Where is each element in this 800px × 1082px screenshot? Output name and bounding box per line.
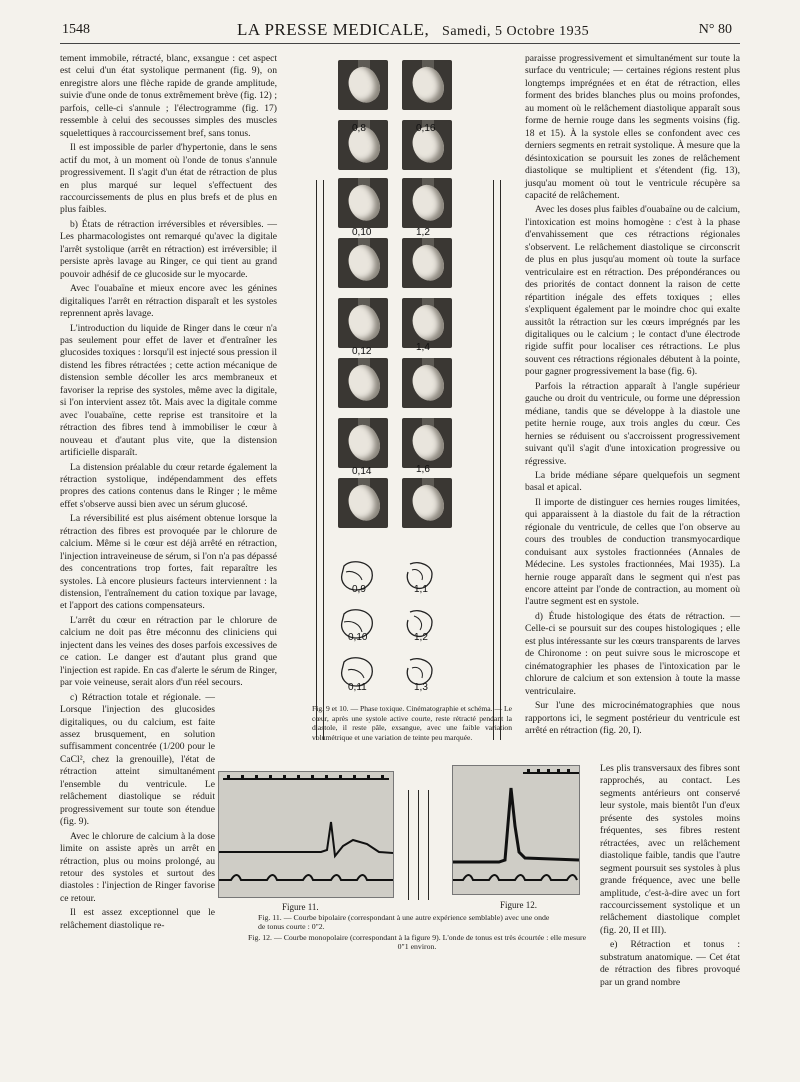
paragraph: Il est impossible de parler d'hypertonie, dans le sens actif du mot, à un moment où l'onde de tonus s'annule progressivement. Il s'agit d'un état de rétraction de plus en plus marqué sur lequel s'effectuent des raccourcissements de plus en plus brefs et de plus en plus faibles. [60, 142, 277, 216]
frame-label: 1,2 [416, 227, 430, 238]
paragraph: d) Étude histologique des états de rétraction. — Celle-ci se poursuit sur des coupes histologiques ; elle est plus intéressante sur les cœurs transparents de larves de Chironome : on peut suivre sous le microscope et cinématographier les phases de l'intoxication par le chlorure de calcium et son extension à toute la masse ventriculaire. [525, 610, 740, 697]
paragraph: Sur l'une des microcinématographies que nous rapportons ici, le segment postérieur du ventricule est arrêté en rétraction (fig. 20, I). [525, 700, 740, 737]
separator-line [428, 790, 429, 900]
frame-label: 0,8 [352, 123, 366, 134]
fig-11-caption: Fig. 11. — Courbe bipolaire (correspondant à une autre expérience semblable) avec une onde de tonus courte : 0"2. [258, 913, 550, 932]
paragraph: La distension préalable du cœur retarde également la rétraction systolique, indépendamment des effets propres des cations contenus dans le Ringer ; le même effet s'observe aussi bien avec un sérum glucosé. [60, 461, 277, 510]
heart-frame [402, 358, 452, 408]
sketch-label: 0,9 [352, 584, 366, 595]
paragraph: Il est assez exceptionnel que le relâchement diastolique re- [60, 907, 215, 931]
page-header [62, 20, 732, 42]
paragraph: Les plis transversaux des fibres sont rapprochés, au contact. Les segments antérieurs ont conservé leur systole, mais bientôt l'un d'eux présente des systoles moins fréquentes, ses fibres restent rétractées, avec un relâchement diastolique faible, tandis que l'autre segment poursuit ses systoles à plus grande fréquence, avec une belle amplitude, c'est-à-dire avec un fort raccourcissement systolique et un relâchement diastolique complet (fig. 20, II et III). [600, 763, 740, 936]
paragraph: La bride médiane sépare quelquefois un segment basal et apical. [525, 469, 740, 494]
heart-frame [402, 238, 452, 288]
frame-label: 0,12 [352, 346, 372, 357]
sketch-label: 0,10 [348, 632, 368, 643]
film-border-line [493, 180, 494, 740]
page-number: 1548 [62, 22, 90, 37]
heart-frame [338, 418, 388, 468]
frame-label: 0,16 [416, 123, 436, 134]
frame-label: 1,4 [416, 342, 430, 353]
heart-frame [402, 418, 452, 468]
heart-frame [402, 298, 452, 348]
separator-line [418, 790, 419, 900]
issue-number: N° 80 [698, 22, 732, 37]
paragraph: L'arrêt du cœur en rétraction par le chlorure de calcium ne doit pas être méconnu des cliniciens qui injectent dans les veines des doses parfois excessives de ce cation. Le danger est d'autant plus grand que l'injection est rapide. En cas d'alerte le sérum de Ringer, par voie veineuse, serait alors d'un réel secours. [60, 614, 277, 689]
heart-frame [338, 478, 388, 528]
paragraph: tement immobile, rétracté, blanc, exsangue : cet aspect est celui d'un état systolique permanent (fig. 9), on enregistre alors une flèche rapide de grande amplitude, suivie d'une onde de tonus extrêmement brève (fig. 12) ; parfois, celle-ci s'annule ; l'électrogramme (fig. 17) ressemble à celui des secousses simples des muscles squelettiques à raccourcissement bref, sans tonus. [60, 53, 277, 139]
paragraph: Avec le chlorure de calcium à la dose limite on assiste après un arrêt en rétraction, plus ou moins prolongé, au retour des systoles et surtout des diastoles : l'injection de Ringer favorise ce retour. [60, 830, 215, 904]
journal-name: LA PRESSE MEDICALE, [237, 20, 430, 39]
heart-frame [338, 60, 388, 110]
figure-12-trace [452, 765, 580, 895]
frame-label: 1,6 [416, 464, 430, 475]
fig-12-caption: Fig. 12. — Courbe monopolaire (correspondant à la figure 9). L'onde de tonus est très écourtée : elle mesure 0"1 environ. [247, 933, 587, 952]
sketch-label: 1,2 [414, 632, 428, 643]
film-border-line [500, 180, 501, 740]
heart-frame [402, 478, 452, 528]
heart-frame [338, 238, 388, 288]
journal-title [237, 20, 589, 40]
paragraph: paraisse progressivement et simultanément sur toute la surface du ventricule; — certaines régions restent plus longtemps imprégnées et en état de rétraction, elles forment des brides blanches plus ou moins profondes, au moment où le relâchement diastolique apparaît sous forme de hernie rouge dans les segments voisins (fig. 18 et 15). À la systole elles se confondent avec ces derniers segments en retrait systolique. À mesure que la désintoxication se poursuit les zones de relâchement diastolique se multiplient et s'étendent (fig. 13), jusqu'au moment où tout le ventricule récupère sa capacité de relâchement. [525, 53, 740, 201]
paragraph: L'introduction du liquide de Ringer dans le cœur n'a pas seulement pour effet de laver et d'entraîner les glucosides toxiques : lorsqu'il est injecté sous pression il distend les fibres rétractées ; cette action mécanique de distension semble décoller les arcs membraneux et favoriser la reprise des systoles, même avec la digitale, si l'on intervient assez tôt. Mais avec la digitale comme avec l'ouabaïne, cette reprise est transitoire et la rétraction des fibres tend à immobiliser le cœur à nouveau et d'autant plus vite, que la distension artificielle disparaît. [60, 322, 277, 459]
film-border-line [323, 180, 324, 740]
sketch-label: 1,1 [414, 584, 428, 595]
paragraph: e) Rétraction et tonus : substratum anatomique. — Cet état de rétraction des fibres provoqué par un grand nombre [600, 939, 740, 988]
paragraph: c) Rétraction totale et régionale. — Lorsque l'injection des glucosides digitaliques, ou du calcium, est faite assez brusquement, en solution suffisamment concentrée (1/200 pour le CaCl², chez la grenouille), l'état de rétraction atteint simultanément l'ensemble du ventricule. Le relâchement diastolique se réduit progressivement sur toute son étendue (fig. 9). [60, 691, 215, 828]
paragraph: La réversibilité est plus aisément obtenue lorsque la rétraction des fibres est provoquée par le chlorure de calcium. Même si le cœur est déjà arrêté en rétraction, l'injection intraveineuse de sérum, si l'on n'a pas dépassé des concentrations trop fortes, fait reparaître les systoles. Là encore plusieurs facteurs interviennent : la distension, l'entraînement du cation toxique par lavage, et l'apport des cations compensateurs. [60, 513, 277, 612]
paragraph: Avec les doses plus faibles d'ouabaïne ou de calcium, l'intoxication est moins homogène : c'est à la phase d'envahissement que ces rétractions régionales s'observent. Le relâchement diastolique se circonscrit de plus en plus jusqu'au moment où toute la surface ventriculaire est en rétraction. Des prépondérances ou des priorités de contact donnent la raison de cette répartition inégale des effets toxiques ; elles s'expliquent également par le moindre choc qui exalte aussitôt la rétraction sur les cœurs imprégnés par les digitaliques ou le calcium ; le contact d'une électrode rigide suffit pour localiser ces rétractions. Le plus souvent ces rétractions régionales débutent à la pointe, pour gagner progressivement la base (fig. 6). [525, 204, 740, 378]
sketch-label: 0,11 [348, 682, 367, 693]
frame-label: 0,14 [352, 466, 372, 477]
sketch-label: 1,3 [414, 682, 428, 693]
heart-frame [338, 358, 388, 408]
heart-frame [338, 178, 388, 228]
issue-date: Samedi, 5 Octobre 1935 [442, 24, 590, 39]
figure-11-label: Figure 11. [282, 902, 319, 912]
figure-11-trace [218, 771, 394, 898]
fig-9-10-caption: Fig. 9 et 10. — Phase toxique. Cinématographie et schéma. — Le cœur, après une systole active courte, reste rétracté pendant la diastole, il reste pâle, exsangue, avec une faible variation volumétrique et une variation de teinte peu marquée. [312, 704, 512, 742]
frame-label: 0,10 [352, 227, 372, 238]
right-column [525, 53, 740, 739]
paragraph: Il importe de distinguer ces hernies rouges limitées, qui apparaissent à la diastole du fait de la rétraction régionale du ventricule, de celles que l'on observe au cours des troubles de conduction transmyocardique conduisant aux systoles fractionnées (Annales de Médecine. Les systoles fractionnées, Mai 1935). La hernie rouge apparaît dans le segment qui n'est pas encore atteint par l'onde de contraction, au moment où l'autre segment est en systole. [525, 496, 740, 608]
bottom-right-column [600, 763, 740, 991]
heart-frame [402, 60, 452, 110]
film-border-line [316, 180, 317, 740]
paragraph: b) États de rétraction irréversibles et réversibles. — Les pharmacologistes ont remarqué qu'avec la digitale l'arrêt systolique (arrêt en rétraction) est irréversible; il persiste après lavage au Ringer, ce qui tient au grand pouvoir adhésif de ce glucoside sur le myocarde. [60, 218, 277, 280]
heart-frame [402, 178, 452, 228]
paragraph: Avec l'ouabaïne et mieux encore avec les génines digitaliques l'arrêt en rétraction disparaît et les systoles reprennent après lavage. [60, 283, 277, 320]
paragraph: Parfois la rétraction apparaît à l'angle supérieur gauche ou droit du ventricule, ou forme une dépression médiane, tandis que se développe à la diastole une petite hernie rouge, aux trois angles du cœur. Ces hernies se réduisent ou s'accroissent progressivement suivant qu'il s'agit d'une intoxication progressive ou régressive. [525, 380, 740, 467]
header-rule [60, 43, 740, 44]
figure-12-label: Figure 12. [500, 900, 537, 910]
heart-frame [338, 298, 388, 348]
separator-line [408, 790, 409, 900]
